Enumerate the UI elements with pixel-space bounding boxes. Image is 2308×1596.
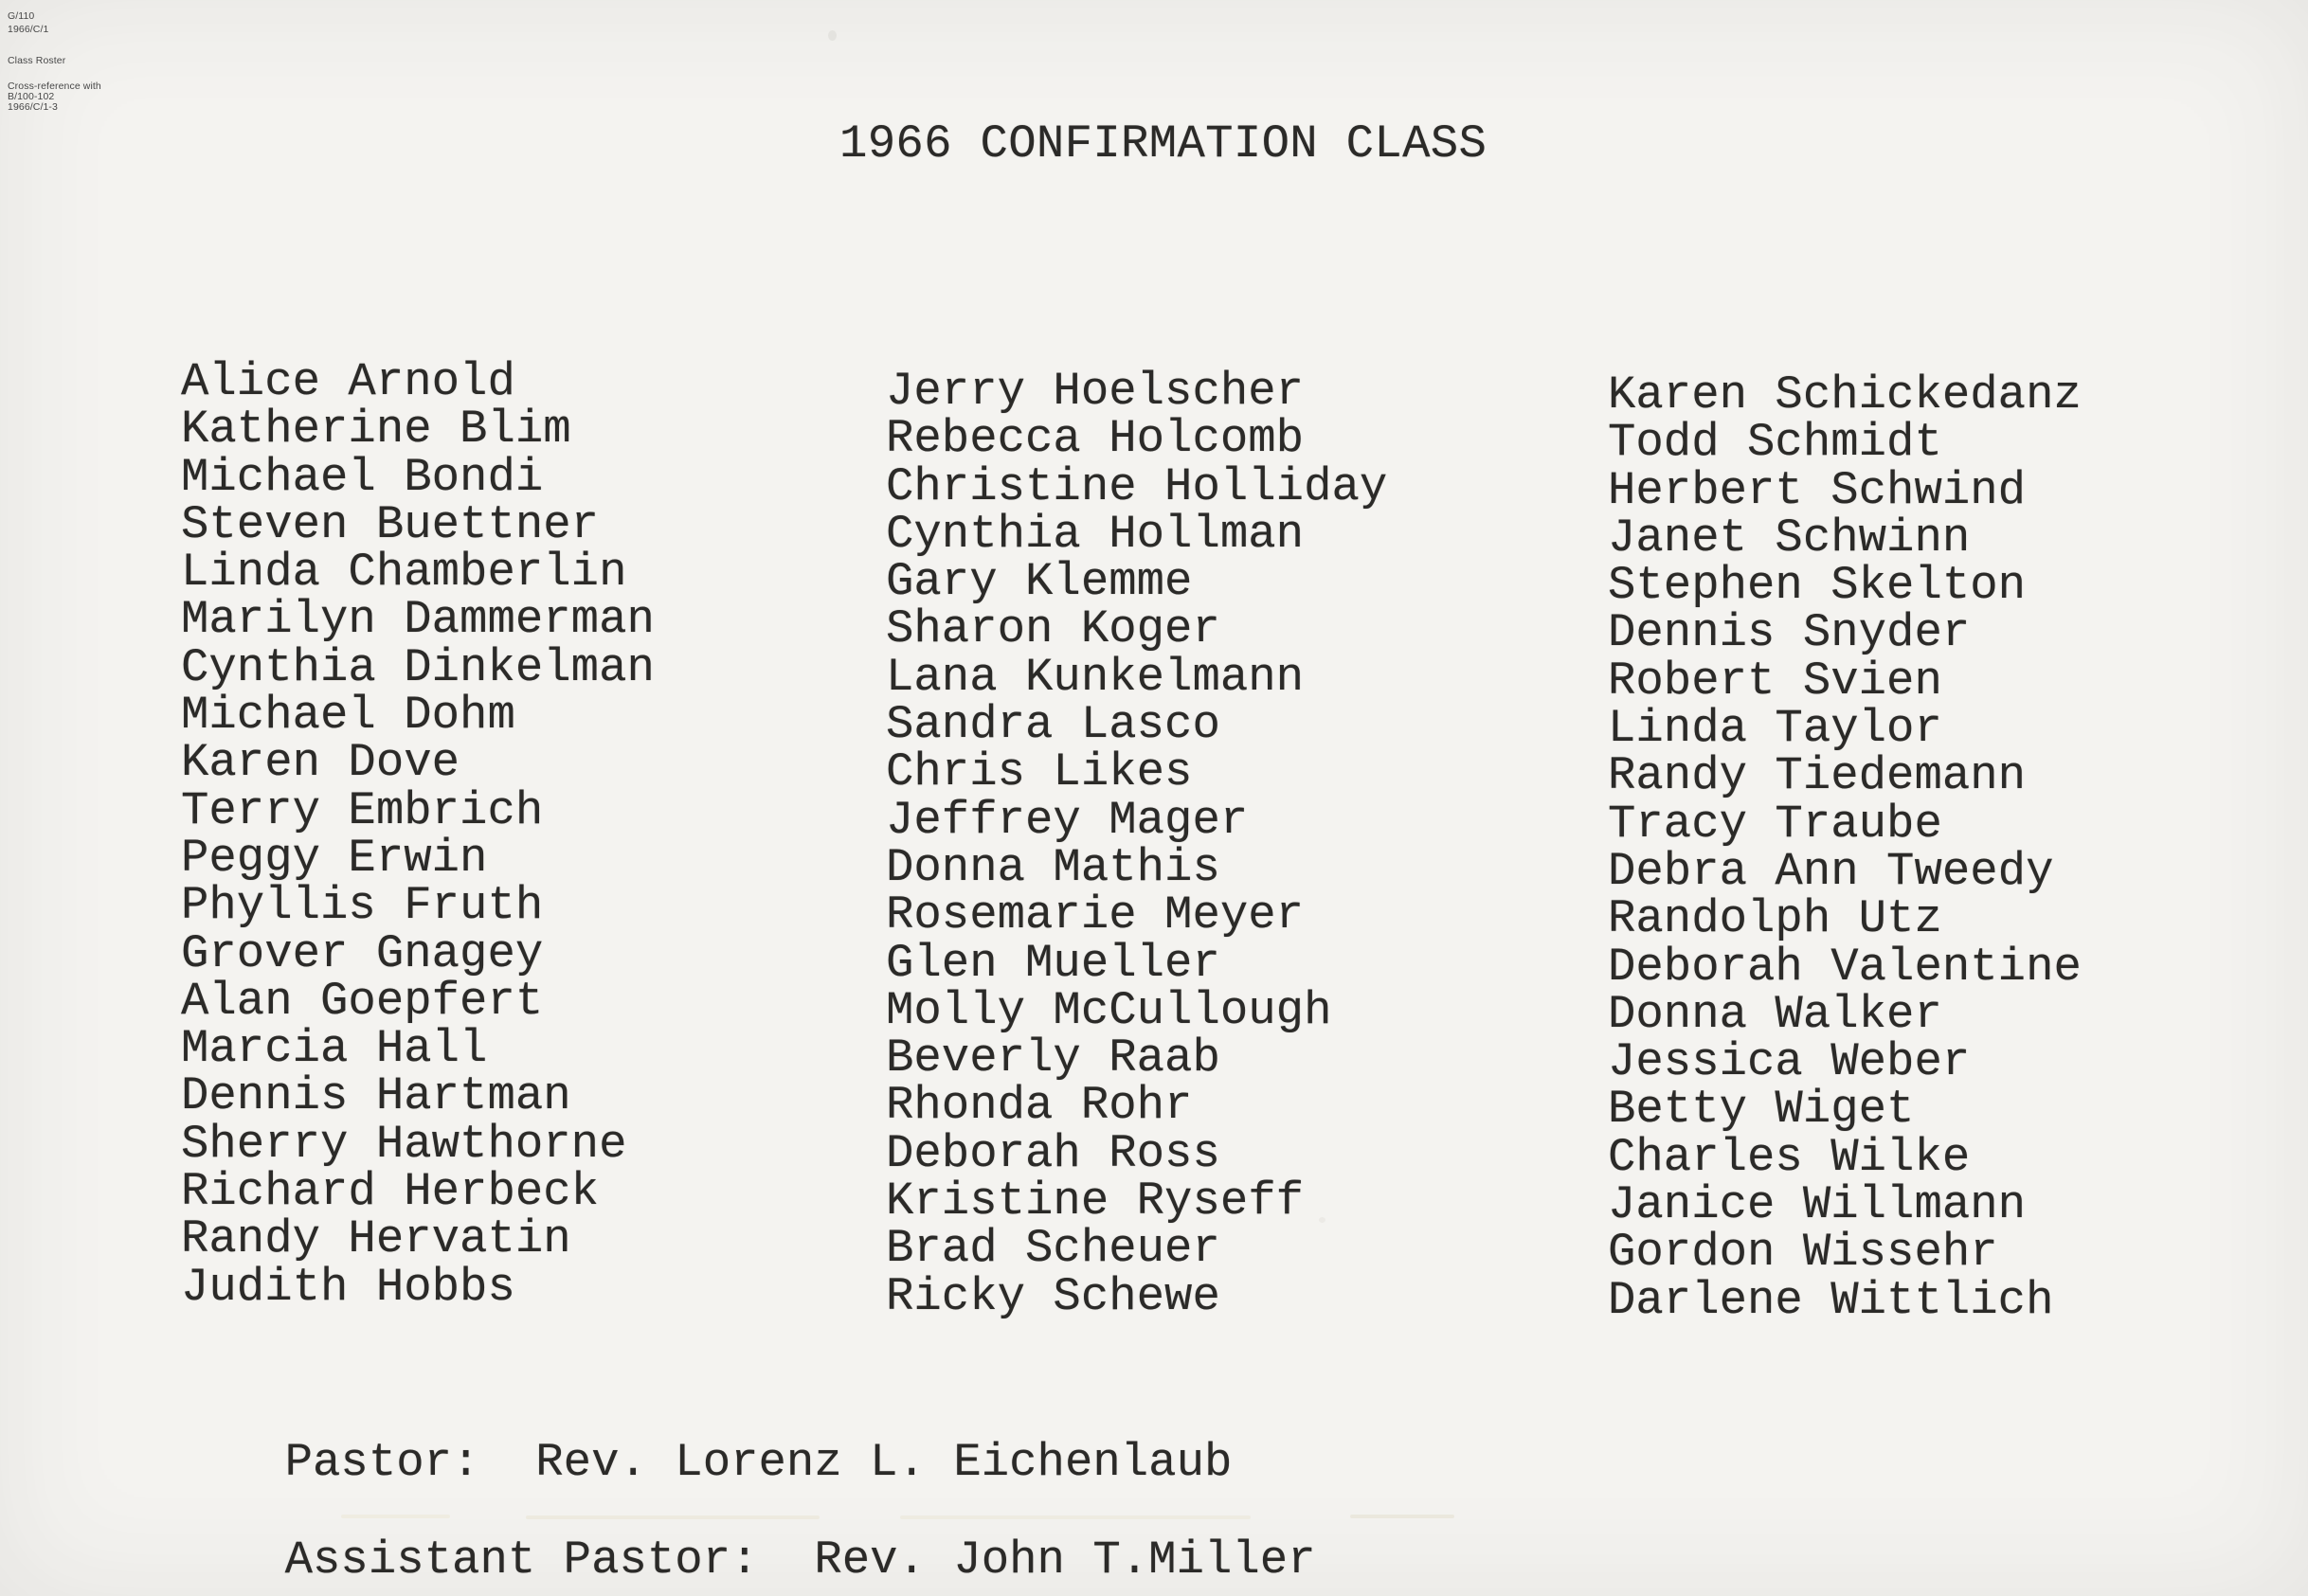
roster-name: Katherine Blim bbox=[181, 403, 571, 457]
roster-name: Janice Willmann bbox=[1608, 1178, 2027, 1232]
roster-name: Marcia Hall bbox=[181, 1022, 488, 1076]
roster-name: Molly McCullough bbox=[886, 983, 1332, 1037]
roster-name: Charles Wilke bbox=[1608, 1130, 1971, 1184]
scan-edge-artifact bbox=[1350, 1515, 1454, 1518]
roster-name: Linda Chamberlin bbox=[181, 546, 627, 600]
roster-name: Deborah Valentine bbox=[1608, 940, 2082, 994]
roster-name: Peggy Erwin bbox=[181, 831, 488, 885]
roster-name: Betty Wiget bbox=[1608, 1083, 1915, 1137]
roster-name: Dennis Snyder bbox=[1608, 606, 1971, 660]
roster-name: Debra Ann Tweedy bbox=[1608, 844, 2054, 898]
roster-name: Richard Herbeck bbox=[181, 1165, 600, 1219]
assistant-pastor-line bbox=[173, 1489, 1316, 1596]
roster-name: Phyllis Fruth bbox=[181, 879, 544, 933]
roster-name: Sherry Hawthorne bbox=[181, 1117, 627, 1171]
roster-name: Deborah Ross bbox=[886, 1126, 1220, 1180]
roster-name: Chris Likes bbox=[886, 745, 1193, 799]
roster-name: Beverly Raab bbox=[886, 1031, 1220, 1085]
roster-name: Donna Walker bbox=[1608, 987, 1942, 1041]
pastor-label: Pastor: bbox=[284, 1436, 480, 1489]
roster-column-2 bbox=[886, 365, 1388, 1323]
roster-name: Gordon Wissehr bbox=[1608, 1226, 1998, 1280]
scan-edge-artifact bbox=[900, 1515, 1251, 1519]
roster-name: Rosemarie Meyer bbox=[886, 888, 1305, 942]
roster-name: Alan Goepfert bbox=[181, 974, 544, 1028]
roster-name: Lana Kunkelmann bbox=[886, 650, 1305, 704]
roster-name: Grover Gnagey bbox=[181, 926, 544, 980]
roster-name: Randolph Utz bbox=[1608, 892, 1942, 946]
roster-name: Gary Klemme bbox=[886, 555, 1193, 609]
page-title: 1966 CONFIRMATION CLASS bbox=[839, 117, 1488, 170]
roster-name: Robert Svien bbox=[1608, 654, 1942, 708]
roster-column-3 bbox=[1608, 368, 2082, 1327]
roster-name: Jessica Weber bbox=[1608, 1035, 1971, 1089]
roster-name: Rebecca Holcomb bbox=[886, 412, 1305, 466]
roster-name: Kristine Ryseff bbox=[886, 1175, 1305, 1228]
roster-name: Karen Schickedanz bbox=[1608, 368, 2082, 421]
roster-name: Janet Schwinn bbox=[1608, 511, 1971, 565]
archive-ref-secondary: 1966/C/1 bbox=[8, 24, 49, 35]
roster-name: Linda Taylor bbox=[1608, 702, 1942, 756]
roster-name: Judith Hobbs bbox=[181, 1260, 515, 1314]
scan-edge-artifact bbox=[526, 1515, 820, 1519]
roster-name: Donna Mathis bbox=[886, 840, 1220, 894]
roster-name: Michael Dohm bbox=[181, 689, 515, 743]
roster-name: Terry Embrich bbox=[181, 783, 544, 837]
roster-name: Brad Scheuer bbox=[886, 1222, 1220, 1276]
archive-cross-reference-label: Cross-reference with bbox=[8, 81, 101, 92]
archive-cross-ref-1: B/100-102 bbox=[8, 91, 55, 102]
roster-name: Cynthia Hollman bbox=[886, 507, 1305, 561]
archive-doc-type: Class Roster bbox=[8, 55, 66, 66]
roster-name: Alice Arnold bbox=[181, 355, 515, 408]
roster-name: Randy Hervatin bbox=[181, 1212, 571, 1266]
roster-name: Marilyn Dammerman bbox=[181, 593, 655, 647]
scan-speck bbox=[828, 30, 837, 41]
roster-name: Cynthia Dinkelman bbox=[181, 640, 655, 694]
roster-name: Karen Dove bbox=[181, 736, 460, 790]
assistant-pastor-label: Assistant Pastor: bbox=[284, 1533, 759, 1587]
scan-edge-artifact bbox=[341, 1515, 450, 1518]
roster-name: Steven Buettner bbox=[181, 497, 600, 551]
roster-name: Dennis Hartman bbox=[181, 1069, 571, 1123]
roster-name: Jerry Hoelscher bbox=[886, 365, 1305, 418]
assistant-pastor-name: Rev. John T.Miller bbox=[814, 1533, 1316, 1587]
roster-name: Glen Mueller bbox=[886, 936, 1220, 990]
roster-name: Darlene Wittlich bbox=[1608, 1273, 2054, 1327]
roster-name: Sharon Koger bbox=[886, 602, 1220, 656]
roster-name: Michael Bondi bbox=[181, 450, 544, 504]
roster-name: Rhonda Rohr bbox=[886, 1079, 1193, 1133]
roster-name: Todd Schmidt bbox=[1608, 416, 1942, 470]
archive-ref-primary: G/110 bbox=[8, 10, 35, 22]
roster-name: Herbert Schwind bbox=[1608, 463, 2027, 517]
pastor-name: Rev. Lorenz L. Eichenlaub bbox=[535, 1436, 1233, 1489]
roster-name: Sandra Lasco bbox=[886, 698, 1220, 752]
roster-name: Randy Tiedemann bbox=[1608, 749, 2027, 803]
roster-name: Stephen Skelton bbox=[1608, 559, 2027, 613]
archive-cross-ref-2: 1966/C/1-3 bbox=[8, 101, 58, 113]
roster-name: Tracy Traube bbox=[1608, 797, 1942, 851]
roster-name: Christine Holliday bbox=[886, 459, 1388, 513]
roster-name: Jeffrey Mager bbox=[886, 793, 1249, 847]
roster-name: Ricky Schewe bbox=[886, 1269, 1220, 1323]
scan-speck bbox=[1319, 1217, 1325, 1223]
roster-column-1 bbox=[181, 355, 655, 1314]
